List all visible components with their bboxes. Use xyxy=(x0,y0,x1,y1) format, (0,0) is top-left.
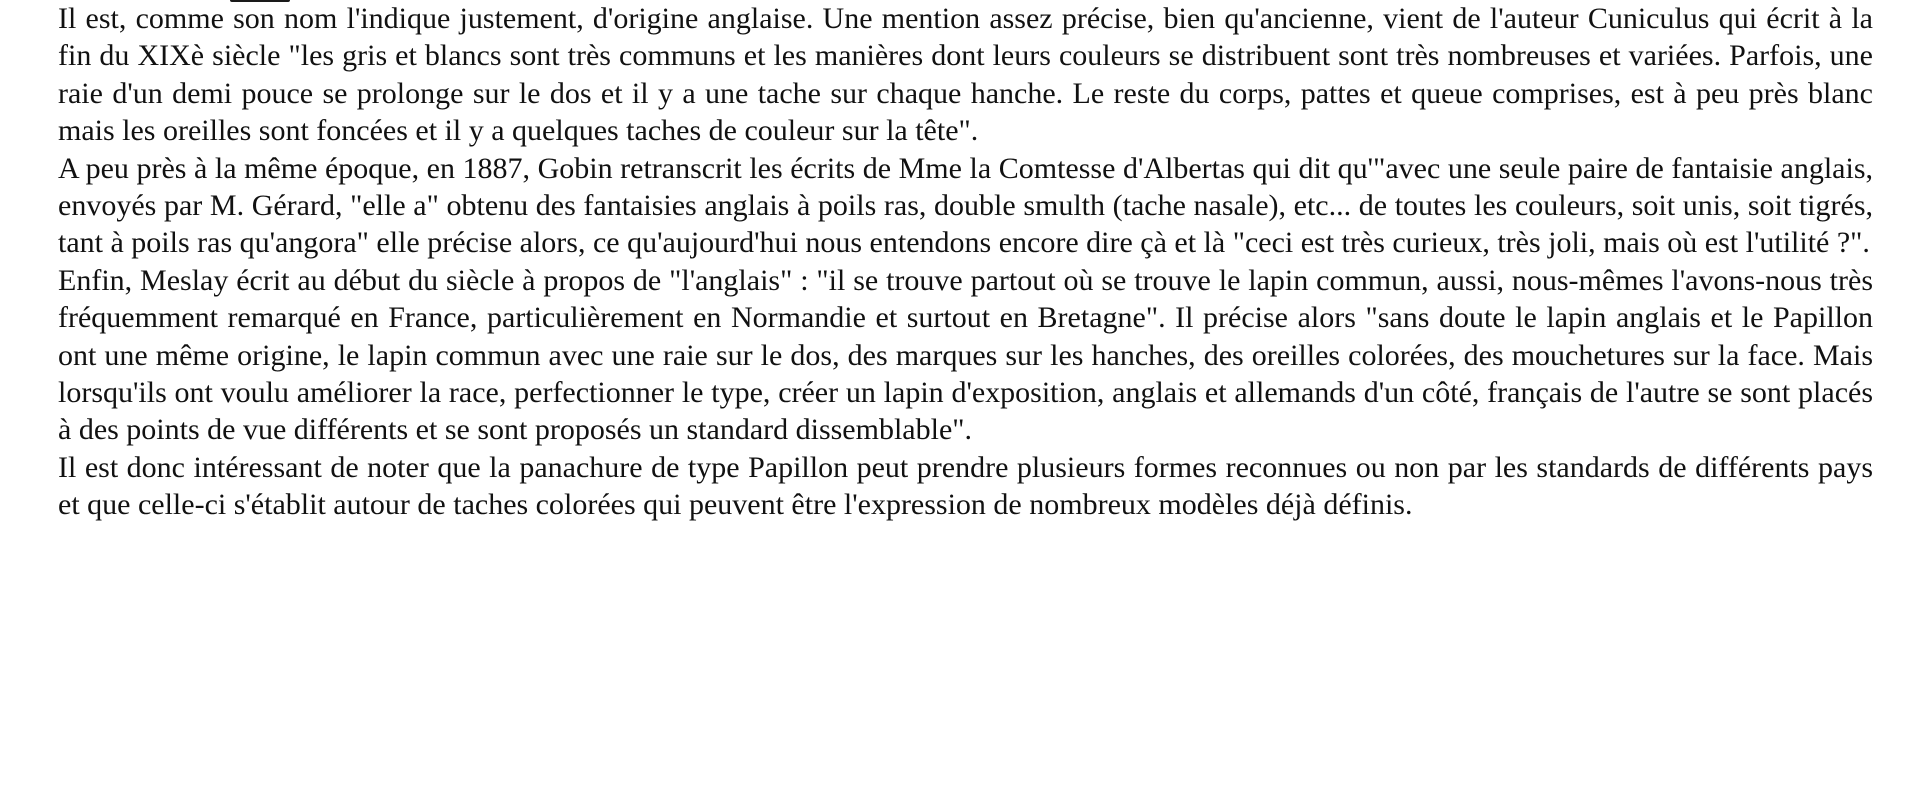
paragraph-origin: Il est, comme son nom l'indique justement, d'origine anglaise. Une mention assez précise, bien qu'ancienne, vient de l'auteur Cuniculus qui écrit à la fin du XIXè siècle "les gris et blancs sont très communs et les manières dont leurs couleurs se distribuent sont très nombreuses et variées. Parfois, une raie d'un demi pouce se prolonge sur le dos et il y a une tache sur chaque hanche. Le reste du corps, pattes et queue comprises, est à peu près blanc mais les oreilles sont foncées et il y a quelques taches de couleur sur la tête". xyxy=(58,2,1873,148)
document-page xyxy=(58,0,1873,524)
paragraph-conclusion: Il est donc intéressant de noter que la panachure de type Papillon peut prendre plusieurs formes reconnues ou non par les standards de différents pays et que celle-ci s'établit autour de taches colorées qui peuvent être l'expression de nombreux modèles déjà définis. xyxy=(58,450,1873,522)
paragraph-gobin: A peu près à la même époque, en 1887, Gobin retranscrit les écrits de Mme la Comtesse d'Albertas qui dit qu'"avec une seule paire de fantaisie anglais, envoyés par M. Gérard, "elle a" obtenu des fantaisies anglais à poils ras, double smulth (tache nasale), etc... de toutes les couleurs, soit unis, soit tigrés, tant à poils ras qu'angora" elle précise alors, ce qu'aujourd'hui nous entendons encore dire çà et là "ceci est très curieux, très joli, mais où est l'utilité ?". xyxy=(58,151,1873,260)
paragraph-meslay: Enfin, Meslay écrit au début du siècle à propos de "l'anglais" : "il se trouve partout où se trouve le lapin commun, aussi, nous-mêmes l'avons-nous très fréquemment remarqué en France, particulièrement en Normandie et surtout en Bretagne". Il précise alors "sans doute le lapin anglais et le Papillon ont une même origine, le lapin commun avec une raie sur le dos, des marques sur les hanches, des oreilles colorées, des mouchetures sur la face. Mais lorsqu'ils ont voulu améliorer la race, perfectionner le type, créer un lapin d'exposition, anglais et allemands d'un côté, français de l'autre se sont placés à des points de vue différents et se sont proposés un standard dissemblable". xyxy=(58,263,1873,447)
